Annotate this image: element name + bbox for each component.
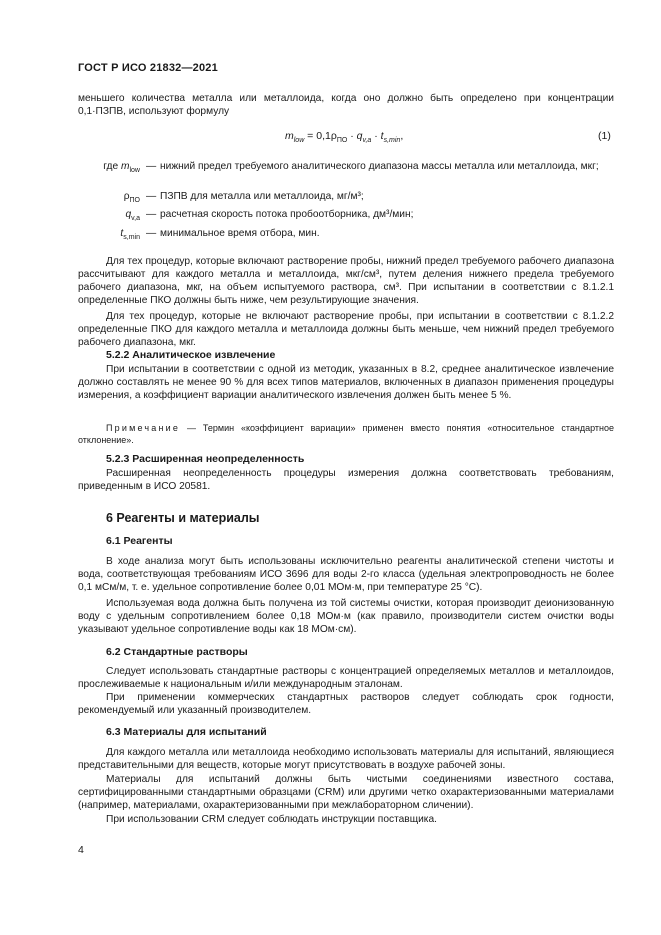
paragraph: В ходе анализа могут быть использованы исключительно реагенты аналитической степени чистоты и вода, соответствующая требованиям ИСО 3696 для воды 2-го класса (удельная электропроводность не более 0,1 мСм/м, т. е. удельное сопротивление более 0,01 МОм·м, при температуре 25 °С).: [78, 556, 614, 594]
definition-row: где $m_{low}$ — нижний предел требуемого аналитического диапазона массы металла или металлоида, мкг;: [103, 161, 599, 175]
definition-row: $q_{v,a}$ — расчетная скорость потока пробоотборника, дм³/мин;: [125, 209, 414, 223]
paragraph: При применении коммерческих стандартных растворов следует соблюдать срок годности, рекомендуемый или указанный производителем.: [78, 692, 614, 717]
paragraph: Материалы для испытаний должны быть чистыми соединениями известного состава, сертифицированными стандартными образцами (CRM) или другими четко охарактеризованными материалами (например, материалами, охарактеризованными при межлабораторном сличении).: [78, 774, 614, 812]
document-header: ГОСТ Р ИСО 21832—2021: [78, 62, 218, 74]
equation-number: (1): [598, 130, 611, 142]
paragraph: Для каждого металла или металлоида необходимо использовать материалы для испытаний, являющиеся представительными для веществ, которые могут присутствовать в воздухе рабочей зоны.: [78, 747, 614, 772]
formula: $m_{low} = 0,1\rho_{ПО} \cdot q_{v,a} \cdot t_{s,min}$,: [285, 130, 404, 145]
paragraph: Для тех процедур, которые включают растворение пробы, нижний предел требуемого рабочего диапазона рассчитывают для каждого металла и металлоида, мкг/см³, путем деления нижнего предела требуемого рабочего диапазона, мкг, на объем испытуемого раствора, см³. При испытании в соответствии с 8.1.2.1 определенные ПКО должны быть ниже, чем результирующие значения.: [78, 256, 614, 307]
intro-paragraph: меньшего количества металла или металлоида, когда оно должно быть определено при концентрации 0,1·ПЗПВ, используют формулу: [78, 93, 614, 118]
paragraph: При испытании в соответствии с одной из методик, указанных в 8.2, среднее аналитическое извлечение должно составлять не менее 90 % для всех типов материалов, включенных в диапазон применения процедуры измерения, а коэффициент вариации аналитического извлечения должен быть менее 5 %.: [78, 364, 614, 402]
paragraph: Расширенная неопределенность процедуры измерения должна соответствовать требованиям, приведенным в ИСО 20581.: [78, 468, 614, 493]
definition-row: $t_{s,min}$ — минимальное время отбора, мин.: [120, 228, 320, 242]
section-heading-6-3: 6.3 Материалы для испытаний: [106, 726, 267, 738]
paragraph: При использовании CRM следует соблюдать инструкции поставщика.: [106, 814, 437, 825]
section-heading-5-2-2: 5.2.2 Аналитическое извлечение: [106, 349, 276, 361]
note: Примечание — Термин «коэффициент вариации» применен вместо понятия «относительное стандартное отклонение».: [78, 423, 614, 445]
paragraph: Используемая вода должна быть получена из той системы очистки, которая производит деионизованную воду с удельным сопротивлением более 0,18 МОм·м (как правило, производители систем очистки воды указывают удельное сопротивление воды как 18 МОм·см).: [78, 598, 614, 636]
page-number: 4: [78, 844, 84, 856]
paragraph: Следует использовать стандартные растворы с концентрацией определяемых металлов и металлоидов, прослеживаемые к национальным и/или международным эталонам.: [78, 666, 614, 691]
paragraph: Для тех процедур, которые не включают растворение пробы, при испытании в соответствии с 8.1.2.2 определенные ПКО для каждого металла и металлоида должны быть меньше, чем нижний предел требуемого рабочего диапазона, мкг.: [78, 311, 614, 349]
definition-row: $\rho_{ПО}$ — ПЗПВ для металла или металлоида, мг/м³;: [123, 191, 364, 205]
section-heading-6: 6 Реагенты и материалы: [106, 511, 260, 525]
section-heading-5-2-3: 5.2.3 Расширенная неопределенность: [106, 453, 305, 465]
section-heading-6-1: 6.1 Реагенты: [106, 535, 173, 547]
section-heading-6-2: 6.2 Стандартные растворы: [106, 646, 248, 658]
